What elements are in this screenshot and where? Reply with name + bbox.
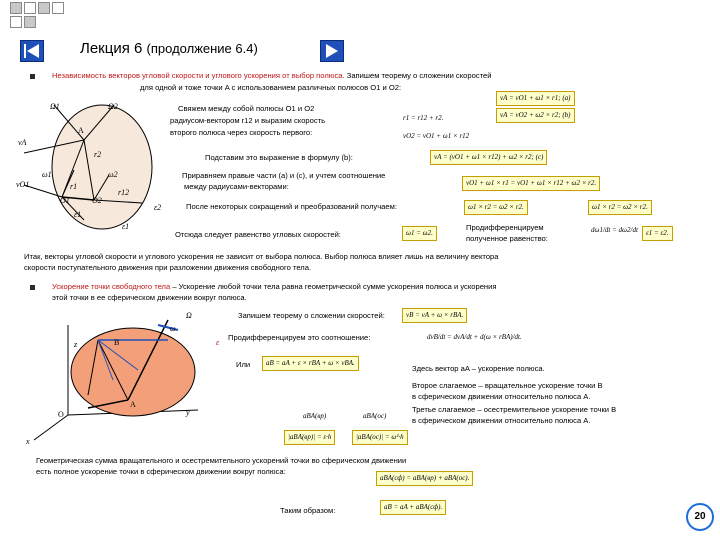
label-o1: O1: [60, 196, 70, 205]
section1-para4: После некоторых сокращений и преобразований получаем:: [186, 202, 397, 211]
section1-para3-l2: между радиусами-векторами:: [184, 182, 289, 191]
label-omega1: Ω1: [50, 102, 60, 111]
formula-eq2a: ω1 × r2 = ω2 × r2.: [464, 200, 528, 215]
section1-para1-l1: Свяжем между собой полюсы O1 и O2: [178, 104, 315, 113]
section1-line1: [52, 71, 491, 81]
section2-second-l2: в сферическом движении относительно полюса A.: [412, 392, 591, 401]
section2-second-l1: Второе слагаемое – вращательное ускорение точки B: [412, 381, 603, 390]
deco-square-4: [10, 16, 22, 28]
section2-or: Или: [236, 360, 251, 369]
formula-eq5: ε1 = ε2.: [642, 226, 673, 241]
deco-square-2: [24, 2, 36, 14]
formula-ab: aB = aA + ε × rBA + ω × vBA.: [262, 356, 359, 371]
label-o2: O2: [92, 196, 102, 205]
label-b: B: [114, 338, 120, 347]
section1-line2: для одной и тоже точки A с использованием различных полюсов O1 и O2:: [140, 83, 402, 92]
section2-third-l2: в сферическом движении относительно полюса A.: [412, 416, 591, 425]
label-pointA: A: [78, 126, 84, 135]
section1-para3-l1: Приравняем правые части (a) и (c), и учтем соотношение: [182, 171, 386, 180]
section1-heading: Независимость векторов угловой скорости и углового ускорения от выбор полюса.: [52, 71, 345, 80]
label-r12: r12: [118, 188, 130, 197]
formula-vb2: vB = vA + ω × rBA.: [402, 308, 467, 323]
formula-eq2b: ω1 × r2 = ω2 × r2.: [588, 200, 652, 215]
slide-title: [80, 40, 258, 57]
prev-slide-button[interactable]: [20, 40, 44, 62]
prev-arrow-icon: [21, 41, 43, 61]
deco-square-3: [38, 2, 50, 14]
label-vo1: vO1: [16, 180, 30, 189]
label-r1: r1: [70, 182, 78, 191]
label-omega: Ω: [186, 311, 192, 320]
section2-heading-rest: – Ускорение любой точки тела равна геометрической сумме ускорения полюса и ускорения: [170, 282, 497, 291]
conclusion-l1: Итак, векторы угловой скорости и углового ускорения не зависит от выбора полюса. Выбор полюса влияет лишь на величину вектора: [24, 252, 499, 261]
formula-va: vA = vO1 + ω1 × r1; (a): [496, 91, 575, 106]
label-w2: ω2: [108, 170, 118, 179]
diagram-free-body-poles: [14, 95, 184, 235]
section2-sum-l2: есть полное ускорение точки в сферическом движении вокруг полюса:: [36, 467, 286, 476]
title-main: Лекция 6: [80, 40, 143, 57]
label-eps: ε: [216, 338, 220, 347]
formula-dvb: dvB/dt = dvA/dt + d(ω × rBA)/dt.: [427, 333, 522, 341]
label-eps1: ε1: [74, 210, 82, 219]
label-eps1b: ε1: [122, 222, 130, 231]
section1-line1-rest: Запишем теорему о сложении скоростей: [346, 71, 492, 80]
formula-arot-mag: |aBA(вр)| = ε·h: [284, 430, 335, 445]
formula-arot: aBA(вр): [303, 412, 327, 420]
title-subtitle: (продолжение 6.4): [146, 41, 258, 56]
label-eps2: ε2: [154, 203, 162, 212]
label-r2: r2: [94, 150, 102, 159]
bullet-2: [30, 285, 35, 290]
label-o: O: [58, 410, 64, 419]
section2-para2: Продифференцируем это соотношение:: [228, 333, 371, 342]
label-omega2: Ω2: [108, 102, 118, 111]
label-w1: ω1: [42, 170, 52, 179]
label-va: vA: [18, 138, 27, 147]
formula-vo2: vO2 = vO1 + ω1 × r12: [403, 132, 470, 140]
section1-para5: Отсюда следует равенство угловых скоростей:: [175, 230, 341, 239]
section2-para1: Запишем теорему о сложении скоростей:: [238, 311, 385, 320]
label-a: A: [130, 400, 136, 409]
section2-line2: этой точки в ее сферическом движении вокруг полюса.: [52, 293, 247, 302]
section1-para1-l2: радиусом-вектором r12 и выразим скорость: [170, 116, 326, 125]
label-x: x: [26, 437, 30, 446]
section2-line1: [52, 282, 496, 292]
formula-aos-mag: |aBA(ос)| = ω²·h: [352, 430, 408, 445]
page-number: 20: [686, 503, 714, 531]
formula-eq1: vO1 + ω1 × r1 = vO1 + ω1 × r12 + ω2 × r2.: [462, 176, 600, 191]
formula-final: aB = aA + aBA(сф).: [380, 500, 446, 515]
section2-where: Здесь вектор aA – ускорение полюса.: [412, 364, 545, 373]
section2-third-l1: Третье слагаемое – осестремительное ускорение точки B: [412, 405, 617, 414]
section2-thus: Таким образом:: [280, 506, 336, 515]
deco-square-1: [10, 2, 22, 14]
section2-sum-l1: Геометрическая сумма вращательного и осестремительного ускорений точки во сферическом движении: [36, 456, 407, 465]
bullet-1: [30, 74, 35, 79]
section1-para6-l2: полученное равенство:: [466, 234, 548, 243]
section1-para1-l3: второго полюса через скорость первого:: [170, 128, 313, 137]
label-y: y: [186, 408, 190, 417]
label-omega-small: ω: [170, 324, 176, 333]
formula-r1: r1 = r12 + r2.: [403, 114, 444, 122]
formula-vb: vA = vO2 + ω2 × r2; (b): [496, 108, 575, 123]
formula-eq4: dω1/dt = dω2/dt: [591, 226, 638, 234]
formula-eq3: ω1 = ω2.: [402, 226, 437, 241]
formula-vc: vA = (vO1 + ω1 × r12) + ω2 × r2; (c): [430, 150, 547, 165]
formula-aos: aBA(ос): [363, 412, 387, 420]
deco-square-6: [52, 2, 64, 14]
deco-square-5: [24, 16, 36, 28]
diagram-acceleration: [28, 310, 228, 445]
conclusion-l2: скорости поступательного движения при разложении движения свободного тела.: [24, 263, 312, 272]
section1-para2: Подставим это выражение в формулу (b):: [205, 153, 353, 162]
section1-para6-l1: Продифференцируем: [466, 223, 544, 232]
label-z: z: [74, 340, 78, 349]
next-slide-button[interactable]: [320, 40, 344, 62]
next-arrow-icon: [321, 41, 343, 61]
formula-asum: aBA(сф) = aBA(вр) + aBA(ос).: [376, 471, 473, 486]
section2-heading: Ускорение точки свободного тела: [52, 282, 171, 291]
